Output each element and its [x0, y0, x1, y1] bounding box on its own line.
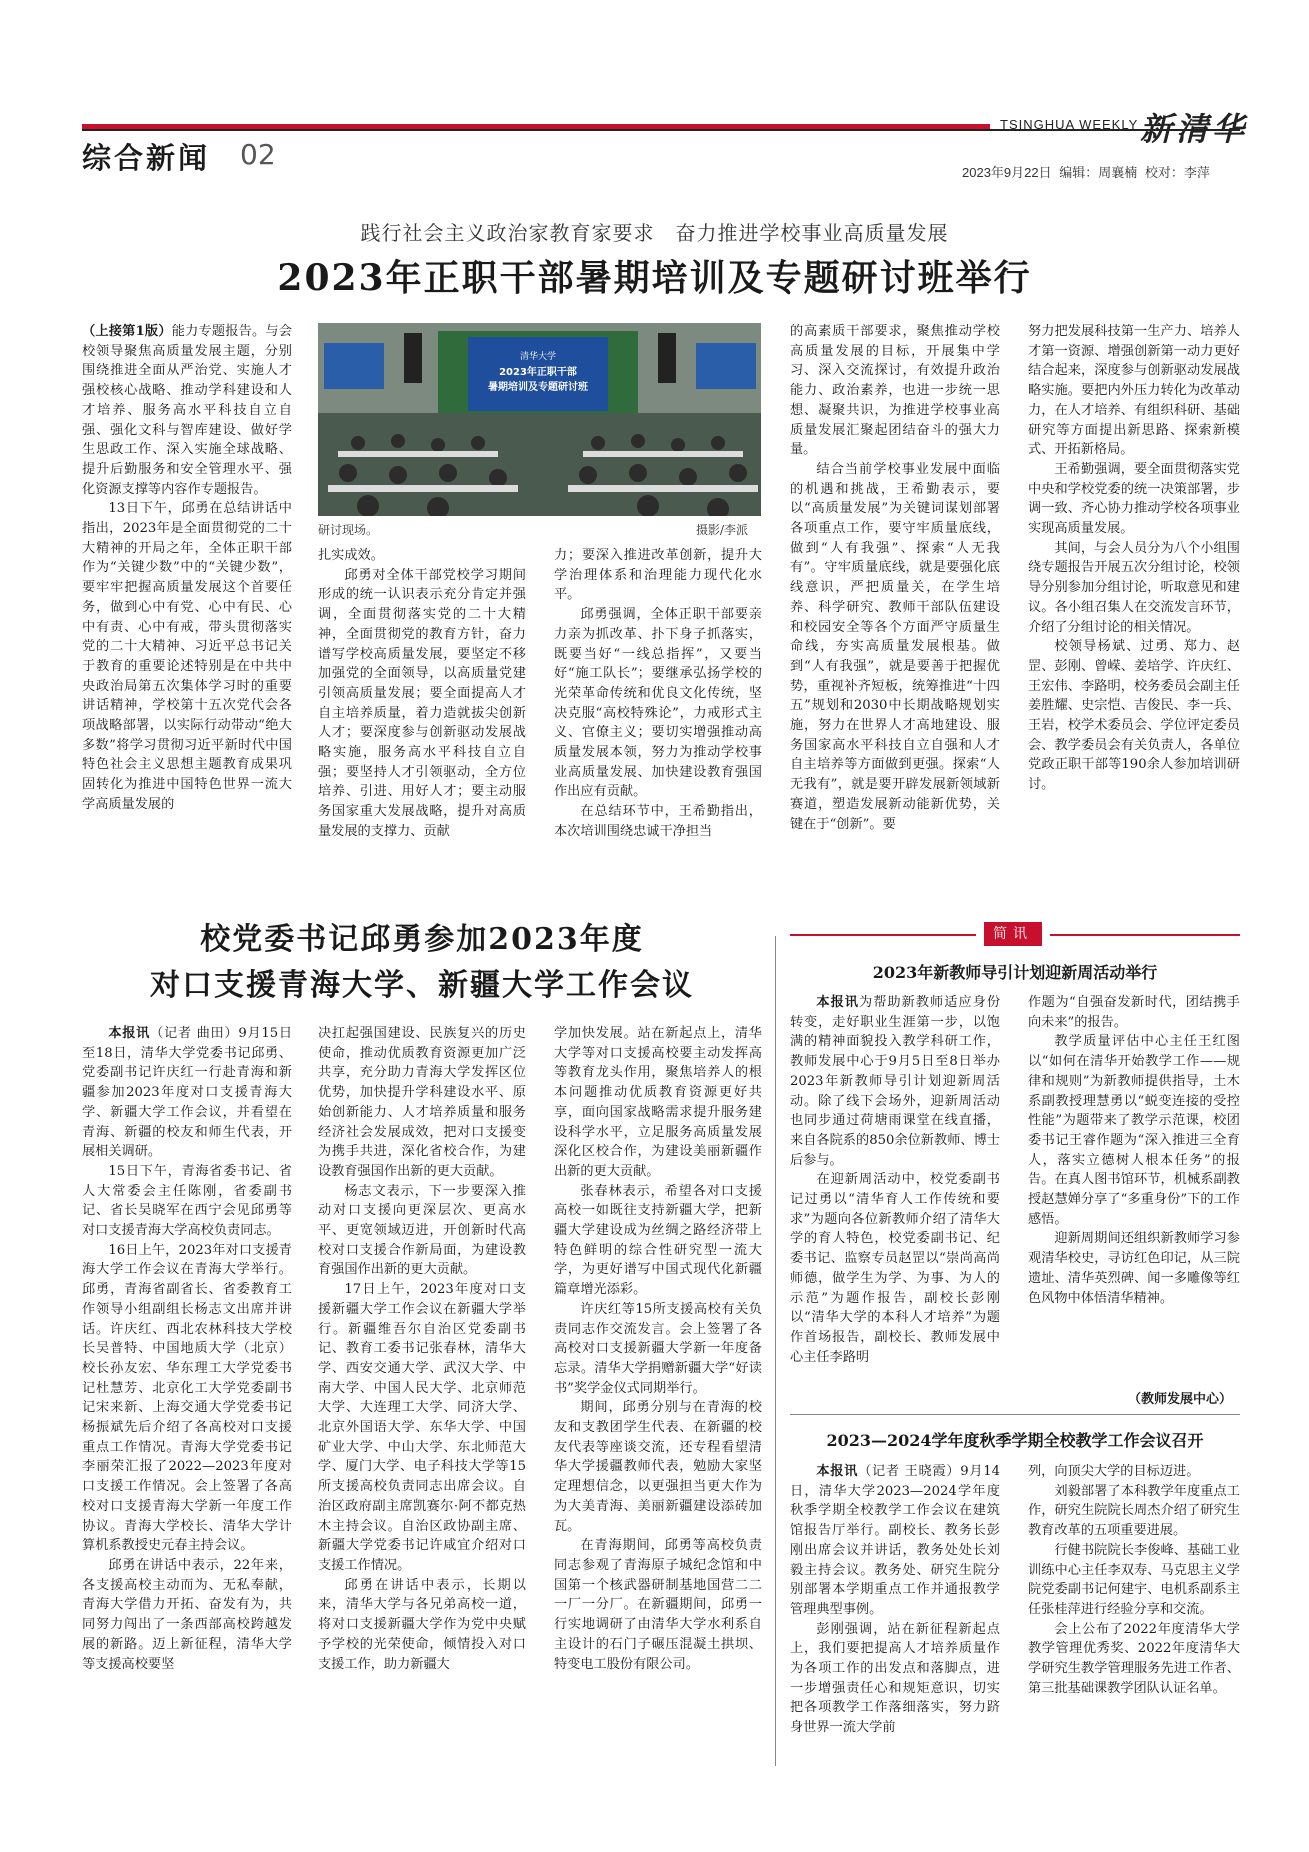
article-paragraph: 邱勇强调，全体正职干部要亲力亲为抓改革、扑下身子抓落实，既要当好“一线总指挥”，又要当好“施工队长”；要继承弘扬学校的光荣革命传统和优良文化传统，坚决克服“高校特殊论”，力戒形式主义、官僚主义；要切实增强推动高质量发展本领，努力为推动学校事业高质量发展、加快建设教育强国作出应有贡献。	[554, 607, 762, 800]
byline-lead: 本报讯	[108, 1026, 151, 1041]
article-paragraph: 17日上午，2023年度对口支援新疆大学工作会议在新疆大学举行。新疆维吾尔自治区党委副书记、教育工委书记张春林，清华大学、西安交通大学、武汉大学、中南大学、中国人民大学、北京师范大学、大连理工大学、同济大学、北京外国语大学、东华大学、中国矿业大学、中山大学、东北师范大学、厦门大学、电子科技大学等15所支援高校负责同志出席会议。自治区政府副主席凯赛尔·阿不都克热木主持会议。自治区政协副主席、新疆大学党委书记许咸宜介绍对口支援工作情况。	[318, 1282, 526, 1573]
brief-1-col-a	[790, 993, 1000, 1385]
column-divider	[775, 936, 776, 1766]
svg-text:2023年正职干部: 2023年正职干部	[499, 367, 577, 378]
article-paragraph: 许庆红等15所支援高校有关负责同志作交流发言。会上签署了各高校对口支援新疆大学新一年度备忘录。清华大学捐赠新疆大学“好读书”奖学金仪式同期举行。	[554, 1301, 762, 1396]
article-paragraph: 的高素质干部要求，聚焦推动学校高质量发展的目标，开展集中学习、深入交流探讨，有效提升政治能力、政治素养，也进一步统一思想、凝聚共识，为推进学校事业高质量发展汇聚起团结奋斗的强大力量。	[790, 324, 1000, 458]
article-paragraph: 邱勇在讲话中表示，长期以来，清华大学与各兄弟高校一道，将对口支援新疆大学作为党中央赋予学校的光荣使命，倾情投入对口支援工作，助力新疆大	[318, 1577, 526, 1672]
second-story-col-1	[82, 1024, 292, 1774]
article-paragraph: 在迎新周活动中，校党委副书记过勇以“清华育人工作传统和要求”为题向各位新教师介绍了清华大学的育人特色，校党委副书记、纪委书记、监察专员赵罡以“崇尚高尚师德，做学生为学、为事、为人的示范”为题作报告，副校长彭刚以“清华大学的本科人才培养”为题作首场报告，副校长、教师发展中心主任李路明	[790, 1172, 1000, 1365]
article-paragraph: 扎实成效。	[318, 548, 384, 563]
article-paragraph: 迎新周期间还组织新教师学习参观清华校史，寻访红色印记，从三院遗址、清华英烈碑、闻一多雕像等红色风物中体悟清华精神。	[1028, 1231, 1240, 1306]
article-paragraph: 杨志文表示，下一步要深入推动对口支援向更深层次、更高水平、更宽领域迈进，开创新时代高校对口支援合作新局面，为建设教育强国作出新的更大贡献。	[318, 1183, 526, 1278]
top-story-col-4	[790, 322, 1000, 916]
svg-text:清华大学: 清华大学	[519, 352, 557, 362]
top-story-col-5	[1028, 322, 1240, 916]
top-story-col-2	[318, 546, 526, 916]
byline-lead: 本报讯	[816, 1464, 859, 1479]
brief-1-title: 2023年新教师导引计划迎新周活动举行	[872, 963, 1158, 982]
brief-2-col-a	[790, 1462, 1000, 1774]
seminar-photo	[318, 323, 761, 516]
article-paragraph: 决扛起强国建设、民族复兴的历史使命，推动优质教育资源更加广泛共享，充分助力青海大学发挥区位优势，加快提升学科建设水平、原始创新能力、人才培养质量和服务经济社会发展成效，把对口支援变为携手共进，深化省校合作，为建设教育强国作出新的更大贡献。	[318, 1026, 526, 1179]
brief-1-col-b	[1028, 993, 1240, 1385]
article-paragraph: 其间，与会人员分为八个小组围绕专题报告开展五次分组讨论，校领导分别参加分组讨论，听取意见和建议。各小组召集人在交流发言环节，介绍了分组讨论的相关情况。	[1028, 540, 1240, 635]
article-paragraph: 行健书院院长李俊峰、基础工业训练中心主任李双寿、马克思主义学院党委副书记何建宇、电机系副系主任张桂萍进行经验分享和交流。	[1028, 1542, 1240, 1617]
newspaper-logo: 新清华	[1140, 110, 1249, 148]
byline-lead: 本报讯	[816, 995, 859, 1010]
brief-1-source: （教师发展中心）	[1128, 1392, 1233, 1407]
brief-rule-left	[790, 934, 976, 936]
top-story-col-3	[554, 546, 762, 916]
article-paragraph: 会上公布了2022年度清华大学教学管理优秀奖、2022年度清华大学研究生教学管理服务先进工作者、第三批基础课教学团队认证名单。	[1028, 1621, 1240, 1696]
svg-text:暑期培训及专题研讨班: 暑期培训及专题研讨班	[488, 382, 588, 393]
article-paragraph: 教学质量评估中心主任王红图以“如何在清华开始教学工作——规律和规则”为新教师提供指导，土木系副教授理慧勇以“蜕变连接的受控性能”为题带来了教学示范课，校团委书记王睿作题为“深入推进三全育人，落实立德树人根本任务”的报告。在真人图书馆环节，机械系副教授赵慧婵分享了“多重身份”下的工作感悟。	[1028, 1034, 1240, 1227]
brief-2-title: 2023—2024学年度秋季学期全校教学工作会议召开	[826, 1431, 1204, 1450]
seminar-photo-image	[318, 323, 761, 516]
article-paragraph: 本报讯（记者 王晓霞）9月14日，清华大学2023—2024学年度秋季学期全校教学工作会议在建筑馆报告厅举行。副校长、教务长彭刚出席会议并讲话，教务处处长刘毅主持会议。教务处、研究生院分别部署本学期重点工作并通报教学管理典型事例。	[790, 1464, 1000, 1617]
article-paragraph: 本报讯为帮助新教师适应身份转变，走好职业生涯第一步，以饱满的精神面貌投入教学科研工作，教师发展中心于9月5日至8日举办2023年新教师导引计划迎新周活动。除了线下会场外，迎新周活动也同步通过荷塘雨课堂在线直播，来自各院系的850余位新教师、博士后参与。	[790, 995, 1000, 1168]
brief-tag: 简讯	[984, 922, 1042, 946]
article-paragraph: 作题为“自强奋发新时代，团结携手向未来”的报告。	[1028, 995, 1240, 1030]
weekly-label: TSINGHUA WEEKLY	[1000, 117, 1139, 132]
article-paragraph: 刘毅部署了本科教学年度重点工作，研究生院院长周杰介绍了研究生教育改革的五项重要进展。	[1028, 1483, 1240, 1539]
brief-divider	[790, 1414, 1240, 1415]
article-paragraph: 结合当前学校事业发展中面临的机遇和挑战，王希勤表示，要以“高质量发展”为关键词谋划部署各项重点工作，要守牢质量底线，做到“人有我强”、探索“人无我有”。守牢质量底线，就是要强化底线意识，严把质量关，在学生培养、科学研究、教师干部队伍建设和校园安全等各个方面严守质量生命线，夯实高质量发展根基。做到“人有我强”，就是要善于把握优势，重视补齐短板，统筹推进“十四五”规划和2030中长期战略规划实施，努力在世界人才高地建设、服务国家高水平科技自立自强和人才自主培养等方面做到更强。探索“人无我有”，就是要开辟发展新领域新赛道，塑造发展新动能新优势，关键在于“创新”。要	[790, 461, 1000, 832]
section-title: 综合新闻	[82, 141, 211, 175]
photo-credit: 摄影/李派	[696, 523, 749, 537]
article-paragraph: 列，向顶尖大学的目标迈进。	[1028, 1464, 1200, 1479]
reporter: （记者 曲田）	[150, 1026, 239, 1041]
article-paragraph: 校领导杨斌、过勇、郑力、赵罡、彭刚、曾嵘、姜培学、许庆红、王宏伟、李路明，校务委员会副主任姜胜耀、史宗恺、吉俊民、李一兵、王岩，校学术委员会、学位评定委员会、教学委员会有关负责人，各单位党政正职干部等190余人参加培训研讨。	[1028, 639, 1240, 793]
second-story-title-line1: 校党委书记邱勇参加2023年度	[200, 922, 644, 957]
article-paragraph: 13日下午，邱勇在总结讲话中指出，2023年是全面贯彻党的二十大精神的开局之年，全体正职干部作为“关键少数”中的“关键少数”，要牢牢把握高质量发展这个首要任务，做到心中有党、心中有民、心中有责、心中有戒，带头贯彻落实党的二十大精神、习近平总书记关于教育的重要论述特别是在中共中央政治局第五次集体学习时的重要讲话精神，学校第十五次党代会各项战略部署，以实际行动带动“绝大多数”将学习贯彻习近平新时代中国特色社会主义思想主题教育成果巩固转化为推进中国特色世界一流大学高质量发展的	[82, 501, 292, 812]
article-paragraph: （上接第1版）能力专题报告。与会校领导聚焦高质量发展主题，分别围绕推进全面从严治党、实施人才强校核心战略、推动学科建设和人才培养、服务高水平科技自立自强、强化文科与智库建设、做好学生思政工作、深入实施全球战略、提升后勤服务和安全管理水平、强化资源支撑等内容作专题报告。	[82, 324, 292, 497]
second-story-title-line2: 对口支援青海大学、新疆大学工作会议	[150, 968, 694, 1003]
article-paragraph: 在总结环节中，王希勤指出，本次培训围绕忠诚干净担当	[554, 804, 762, 839]
continuation-label: （上接第1版）	[82, 324, 172, 339]
brief-2-col-b	[1028, 1462, 1240, 1774]
article-paragraph: 彭刚强调，站在新征程新起点上，我们要把提高人才培养质量作为各项工作的出发点和落脚点，进一步增强责任心和规矩意识，切实把各项教学工作落细落实，努力跻身世界一流大学前	[790, 1621, 1000, 1736]
second-story-col-3	[554, 1024, 762, 1774]
article-paragraph: 学加快发展。站在新起点上，清华大学等对口支援高校要主动发挥高等教育龙头作用，聚焦培养人的根本问题推动优质教育资源更好共享，面向国家战略需求提升服务建设科学水平，立足服务高质量发展深化区校合作，为建设美丽新疆作出新的更大贡献。	[554, 1026, 762, 1179]
article-paragraph: 16日上午，2023年对口支援青海大学工作会议在青海大学举行。邱勇，青海省副省长、省委教育工作领导小组副组长杨志文出席并讲话。许庆红、西北农林科技大学校长吴普特、中国地质大学（北京）校长孙友宏、华东理工大学党委书记杜慧芳、北京化工大学党委副书记宋来新、上海交通大学党委书记杨振斌先后介绍了各高校对口支援重点工作情况。青海大学党委书记李丽荣汇报了2022—2023年度对口支援工作情况。会上签署了各高校对口支援青海大学新一年度工作协议。青海大学校长、清华大学计算机系教授史元春主持会议。	[82, 1242, 292, 1554]
photo-caption: 研讨现场。	[318, 523, 379, 537]
reporter: （记者 王晓霞）	[858, 1464, 961, 1479]
brief-rule-right	[1050, 934, 1240, 936]
page-number: 02	[240, 138, 276, 171]
article-paragraph: 本报讯（记者 曲田）9月15日至18日，清华大学党委书记邱勇、党委副书记许庆红一行赴青海和新疆参加2023年度对口支援青海大学、新疆大学工作会议，并看望在青海、新疆的校友和师生代表，开展相关调研。	[82, 1026, 292, 1160]
article-paragraph: 邱勇对全体干部党校学习期间形成的统一认识表示充分肯定并强调，全面贯彻落实党的二十大精神，全面贯彻党的教育方针，奋力谱写学校高质量发展，要坚定不移加强党的全面领导，以高质量党建引领高质量发展；要全面提高人才自主培养质量，着力造就拔尖创新人才；要深度参与创新驱动发展战略实施，服务高水平科技自立自强；要坚持人才引领驱动，全方位培养、引进、用好人才；要主动服务国家重大发展战略，提升对高质量发展的支撑力、贡献	[318, 567, 526, 839]
article-paragraph: 王希勤强调，要全面贯彻落实党中央和学校党委的统一决策部署，步调一致、齐心协力推动学校各项事业实现高质量发展。	[1028, 461, 1240, 537]
article-paragraph: 期间，邱勇分别与在青海的校友和支教团学生代表、在新疆的校友代表等座谈交流，还专程看望清华大学援疆教师代表，勉励大家坚定理想信念，以更强担当更大作为为大美青海、美丽新疆建设添砖加瓦。	[554, 1400, 762, 1534]
top-story-subtitle: 践行社会主义政治家教育家要求 奋力推进学校事业高质量发展	[360, 221, 949, 245]
article-paragraph: 力；要深入推进改革创新，提升大学治理体系和治理能力现代化水平。	[554, 548, 762, 603]
article-paragraph: 努力把发展科技第一生产力、培养人才第一资源、增强创新第一动力更好结合起来，深度参与创新驱动发展战略实施。要把内外压力转化为改革动力，在人才培养、有组织科研、基础研究等方面提出新思路、探索新模式、开拓新格局。	[1028, 324, 1240, 458]
article-paragraph: 15日下午，青海省委书记、省人大常委会主任陈刚，省委副书记、省长吴晓军在西宁会见邱勇等对口支援青海大学高校负责同志。	[82, 1163, 292, 1239]
top-story-col-1	[82, 322, 292, 916]
second-story-col-2	[318, 1024, 526, 1774]
top-story-title: 2023年正职干部暑期培训及专题研讨班举行	[277, 257, 1032, 299]
article-paragraph: 邱勇在讲话中表示，22年来，各支援高校主动而为、无私奉献，青海大学借力开拓、奋发有为，共同努力闯出了一条西部高校跨越发展的新路。迈上新征程，清华大学等支援高校要坚	[82, 1557, 292, 1672]
article-paragraph: 在青海期间，邱勇等高校负责同志参观了青海原子城纪念馆和中国第一个核武器研制基地国营二二一厂一分厂。在新疆期间，邱勇一行实地调研了由清华大学水利系自主设计的石门子碾压混凝土拱坝、特变电工股份有限公司。	[554, 1538, 762, 1672]
issue-meta: 2023年9月22日 编辑：周襄楠 校对：李萍	[962, 165, 1210, 180]
article-paragraph: 张春林表示，希望各对口支援高校一如既往支持新疆大学，把新疆大学建设成为丝绸之路经济带上特色鲜明的综合性研究型一流大学，为更好谱写中国式现代化新疆篇章增光添彩。	[554, 1183, 762, 1298]
